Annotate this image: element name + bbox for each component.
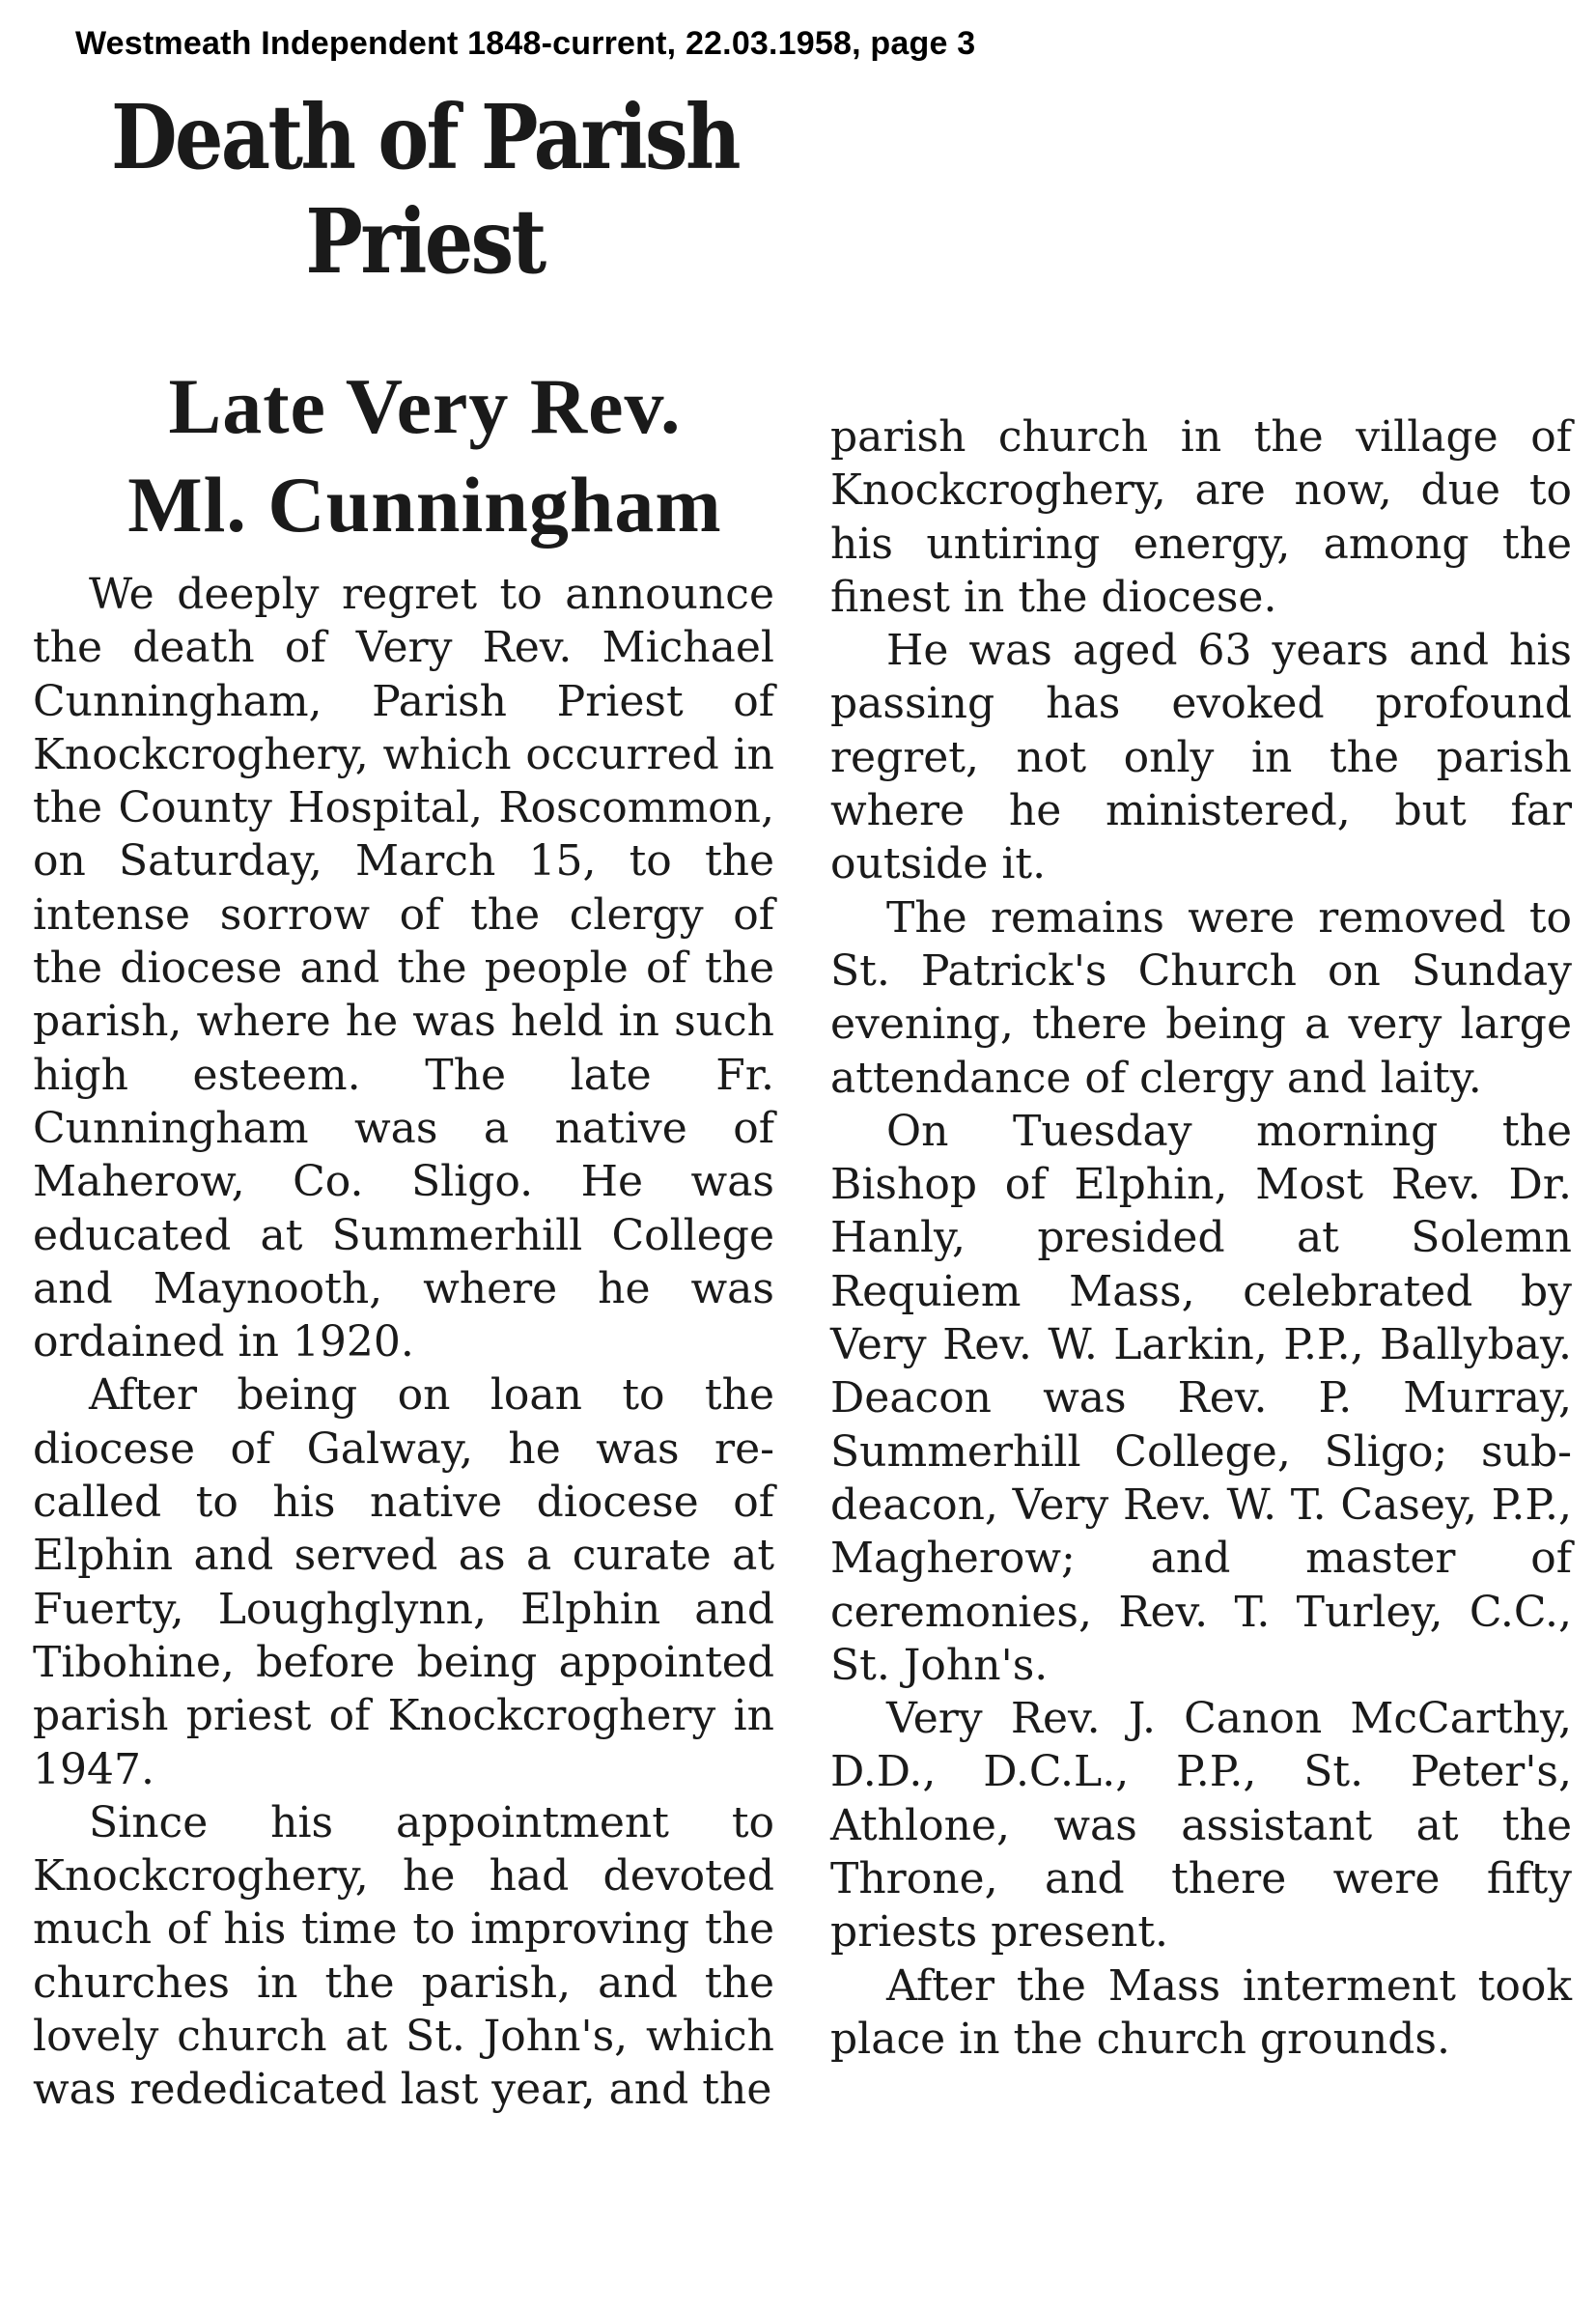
article-paragraph-continued: parish church in the village of Knockcroghery, are now, due to his untiring energy, among the finest in the diocese. [830,412,1572,622]
subheadline-line-1: Late Very Rev. [168,362,682,450]
subheadline-line-2: Ml. Cunningham [127,461,722,549]
article-paragraph: We deeply regret to announce the death of Very Rev. Michael Cunningham, Parish Priest of Knockcroghery, which occurred in the County Hospital, Roscommon, on Saturday, March 15, to the intense sorrow of the clergy of the diocese and the people of the parish, where he was held in such high esteem. The late Fr. Cunningham was a native of Maherow, Co. Sligo. He was educated at Summerhill College and Maynooth, where he was ordained in 1920. [33,570,774,1367]
article-column-right [830,410,1572,2066]
subheadline [39,357,811,554]
article-column-left [33,568,774,2117]
article-paragraph: Very Rev. J. Canon McCarthy, D.D., D.C.L., P.P., St. Peter's, Athlone, was assistant at the Throne, and there were fifty priests present. [830,1694,1572,1958]
source-caption: Westmeath Independent 1848-current, 22.03.1958, page 3 [75,25,976,62]
article-paragraph: Since his appointment to Knockcroghery, he had devoted much of his time to improving the churches in the parish, and the lovely church at St. John's, which was rededicated last year, and the [33,1797,774,2115]
headline-line-1: Death of Parish [111,85,739,189]
article-paragraph: The remains were removed to St. Patrick's Church on Sunday evening, there being a very large attendance of clergy and laity. [830,892,1572,1103]
article-paragraph: After the Mass interment took place in the church grounds. [830,1960,1572,2064]
headline-line-2: Priest [305,189,545,294]
article-paragraph: On Tuesday morning the Bishop of Elphin, Most Rev. Dr. Hanly, presided at Solemn Requiem Mass, celebrated by Very Rev. W. Larkin, P.P., Ballybay. Deacon was Rev. P. Murray, Summerhill College, Sligo; sub-deacon, Very Rev. W. T. Casey, P.P., Magherow; and master of ceremonies, Rev. T. Turley, C.C., St. John's. [830,1106,1572,1690]
headline [109,85,741,294]
article-paragraph: After being on loan to the diocese of Galway, he was recalled to his native diocese of Elphin and served as a curate at Fuerty, Loughglynn, Elphin and Tibohine, before being appointed parish priest of Knockcroghery in 1947. [33,1370,774,1794]
article-paragraph: He was aged 63 years and his passing has evoked profound regret, not only in the parish where he ministered, but far outside it. [830,626,1572,889]
